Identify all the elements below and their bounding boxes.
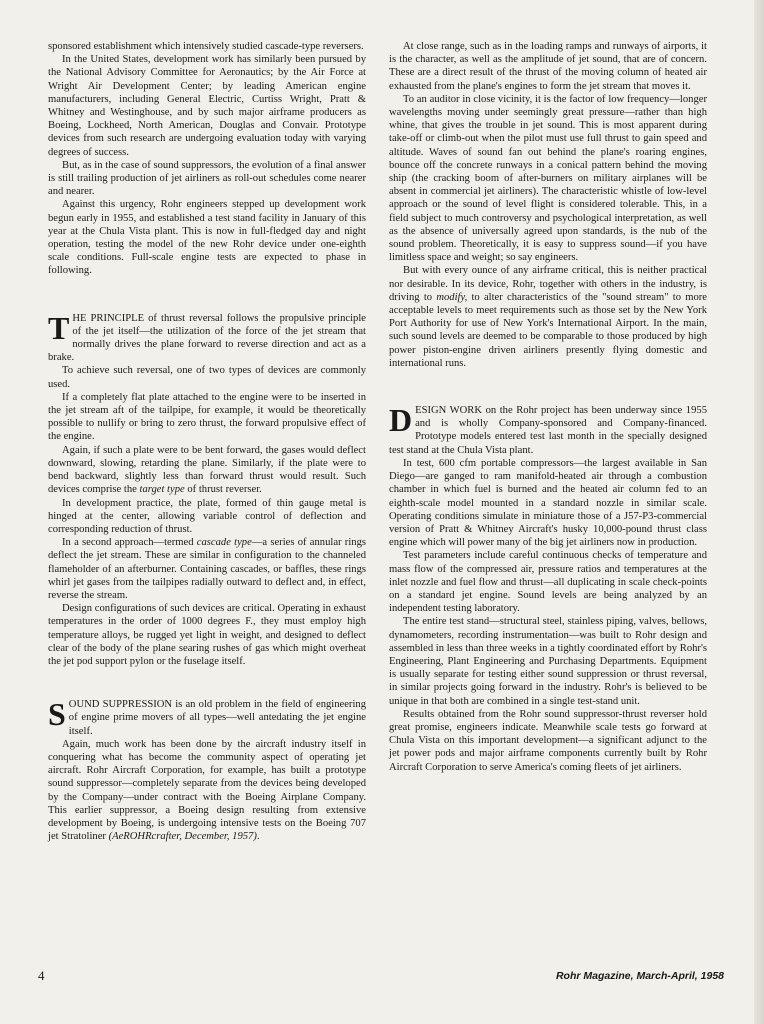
paragraph-text: is an old problem in the field of engineering of engine prime movers of all types—well antedating the jet engine itself. [68, 699, 366, 737]
italic-term: target type [139, 484, 185, 496]
paragraph: In test, 600 cfm portable compressors—the largest available in San Diego—are ganged to ram manifold-heated air through a combustion chamber in which fuel is burned and the heated air column fed to an eighth-scale model mounted in a standard nozzle in similar scale. Operating conditions simulate in miniature those of a J57-P3-commercial version of Pratt & Whitney Aircraft's husky 10,000-pound thrust class engine which will power many of the big jet airliners now in production. [389, 457, 707, 549]
paragraph [48, 536, 366, 602]
paragraph-text: In a second approach—termed [62, 537, 197, 549]
section-principle-paragraph [48, 309, 366, 365]
paragraph: Design configurations of such devices are critical. Operating in exhaust temperatures in the order of 1000 degrees F., they must employ high temperature alloys, be rugged yet light in weight, and designed to deflect clear of the body of the plane searing rushes of gas which might overheat the jet pod support pylon or the fuselage itself. [48, 603, 366, 667]
drop-cap: T [48, 309, 70, 346]
paragraph: In development practice, the plate, formed of thin gauge metal is hinged at the center, allowing variable control of deflection and corresponding reduction of thrust. [48, 497, 366, 535]
page-spine-shadow [754, 0, 764, 1024]
paragraph: Test parameters include careful continuous checks of temperature and mass flow of the compressed air, pressure ratios and temperatures at the inlet nozzle and fuel flow and thrust—all duplicating in scale check-points on a standard jet engine. Sound levels are being analyzed by an independent testing laboratory. [389, 550, 707, 615]
paragraph: The entire test stand—structural steel, stainless piping, valves, bellows, dynamometers, recording instrumentation—was built to Rohr design and assembled in less than three weeks in a tightly coordinated effort by Rohr's Engineering, Plant Engineering and Purchasing Departments. Equipment is usually separate for testing either sound suppression or thrust reversal, in similar projects going forward in the industry. Rohr's is believed to be unique in that both are combined in a single test-stand unit. [389, 616, 707, 707]
section-design-paragraph [389, 404, 707, 457]
paragraph [48, 444, 366, 497]
paragraph: If a completely flat plate attached to the engine were to be inserted in the jet stream aft of the tailpipe, for example, it would be theoretically possible to nullify or bring to zero thrust, the forward propulsive effect of the engine. [48, 391, 366, 443]
page-number: 4 [38, 968, 45, 983]
paragraph: In the United States, development work has similarly been pursued by the National Advisory Committee for Aeronautics; by the Air Force at Wright Air Development Center; by leading American engine manufacturers, including General Electric, Curtiss Wright, Pratt & Whitney and Westinghouse, and by such major airframe producers as Boeing, Lockheed, North American, Douglas and Convair. Prototype devices from such research are undergoing evaluation today with varying degrees of success. [48, 54, 366, 158]
paragraph-text: of thrust reversal follows the propulsive principle of the jet itself—the utilization of the force of the jet stream that normally drives the plane forward to reverse direction and act as a brake. [48, 312, 366, 364]
paragraph-text: —a series of annular rings deflect the jet stream. These are similar in configuration to the channeled flameholder of an afterburner. Containing cascades, or baffles, these rings whirl jet gases from the tailpipes radially outward to deflect and, in effect, reverse the stream. [48, 537, 366, 601]
right-column [389, 40, 707, 774]
section-sound-paragraph [48, 698, 366, 738]
paragraph-text: of thrust reverser. [184, 484, 262, 496]
paragraph: Results obtained from the Rohr sound suppressor-thrust reverser hold great promise, engineers indicate. Meanwhile scale tests go forward at Chula Vista on this important development—a significant adjunct to the jet power pods and major airframe components currently built by Rohr Aircraft Corporation to serve America's coming fleets of jet airliners. [389, 708, 707, 773]
section-lead-in: HE PRINCIPLE [72, 312, 145, 324]
paragraph [389, 264, 707, 370]
italic-term: modify, [436, 291, 468, 303]
paragraph: To achieve such reversal, one of two types of devices are commonly used. [48, 365, 366, 390]
paragraph-text: Again, if such a plate were to be bent forward, the gases would deflect downward, slowing, retarding the plane. Similarly, if the plate were to bend backward, slightly less than forward thrust would result. Such devices comprise the [48, 444, 366, 496]
paragraph: sponsored establishment which intensively studied cascade-type reversers. [48, 41, 364, 52]
paragraph: At close range, such as in the loading ramps and runways of airports, it is the character, as well as the amplitude of jet sound, that are of concern. These are a direct result of the thrust of the moving column of heated air exhausted from the plane's engines to form the jet stream that moves it. [389, 41, 707, 92]
paragraph-text: . [256, 831, 260, 843]
paragraph-text: to alter characteristics of the "sound stream" to more acceptable levels to meet requirements such as those set by the New York Port Authority for use of New York's International Airport. In the main, such sound levels are deemed to be comparable to those produced by high power piston-engine driven airliners presently flying domestic and international runs. [389, 291, 708, 369]
paragraph-text: But with every ounce of any airframe critical, this is neither practical nor desirable. In its device, Rohr, together with others in the industry, is driving to [389, 265, 707, 303]
paragraph: But, as in the case of sound suppressors, the evolution of a final answer is still trailing production of jet airliners as roll-out schedules come nearer and nearer. [48, 159, 366, 198]
section-lead-in: OUND SUPPRESSION [68, 699, 173, 711]
section-lead-in: ESIGN WORK [415, 405, 483, 417]
paragraph: Against this urgency, Rohr engineers stepped up development work begun early in 1955, and established a test stand facility in January of this year at the Chula Vista plant. This is now in full-fledged day and night operation, testing the model of the new Rohr device under one-eighth scale conditions. Full-scale engine tests are expected to phase in following. [48, 199, 366, 277]
paragraph-text: Again, much work has been done by the aircraft industry itself in conquering what has become the community aspect of operating jet aircraft. Rohr Aircraft Corporation, for example, has built a prototype sound suppressor—completely separate from the devices being developed by the Company—under contract with the Boeing Airplane Company. This earlier suppressor, a Boeing design resulting from extensive development by Boeing, is undergoing intensive tests on the Boeing 707 jet Stratoliner [48, 738, 366, 843]
italic-citation: (AeROHRcrafter, December, 1957) [108, 831, 257, 843]
publication-footer: Rohr Magazine, March-April, 1958 [555, 970, 724, 982]
drop-cap: D [389, 402, 413, 439]
paragraph: To an auditor in close vicinity, it is the factor of low frequency—longer wavelengths moving under seemingly great pressure—rather than high whine, that gives the trouble in jet sound. This is most apparent during take-off or climb-out when the pilot must use full thrust to gain speed and altitude. Waves of sound fan out behind the plane's roaring engines, bounce off the concrete runways in a conical pattern behind the moving ship (the cracking boom of after-burners on military airplanes will be absent in commercial jet airliners). The characteristic whistle of low-level approach or the sound of level flight is considered tolerable. This, in a field subject to much controversy and psychological interpretation, as well as the absence of universally agreed upon standards, is the nub of the sound problem. Theoretically, it is easy to suppress sound—if you have limitless space and weight; so say engineers. [389, 93, 707, 264]
italic-term: cascade type [196, 537, 252, 549]
paragraph [48, 738, 366, 844]
paragraph-text: on the Rohr project has been underway since 1955 and is wholly Company-sponsored and Company-financed. Prototype models entered test last month in the specially designed test stand at the Chula Vista plant. [389, 405, 707, 456]
left-column [48, 40, 366, 843]
drop-cap: S [48, 696, 66, 733]
